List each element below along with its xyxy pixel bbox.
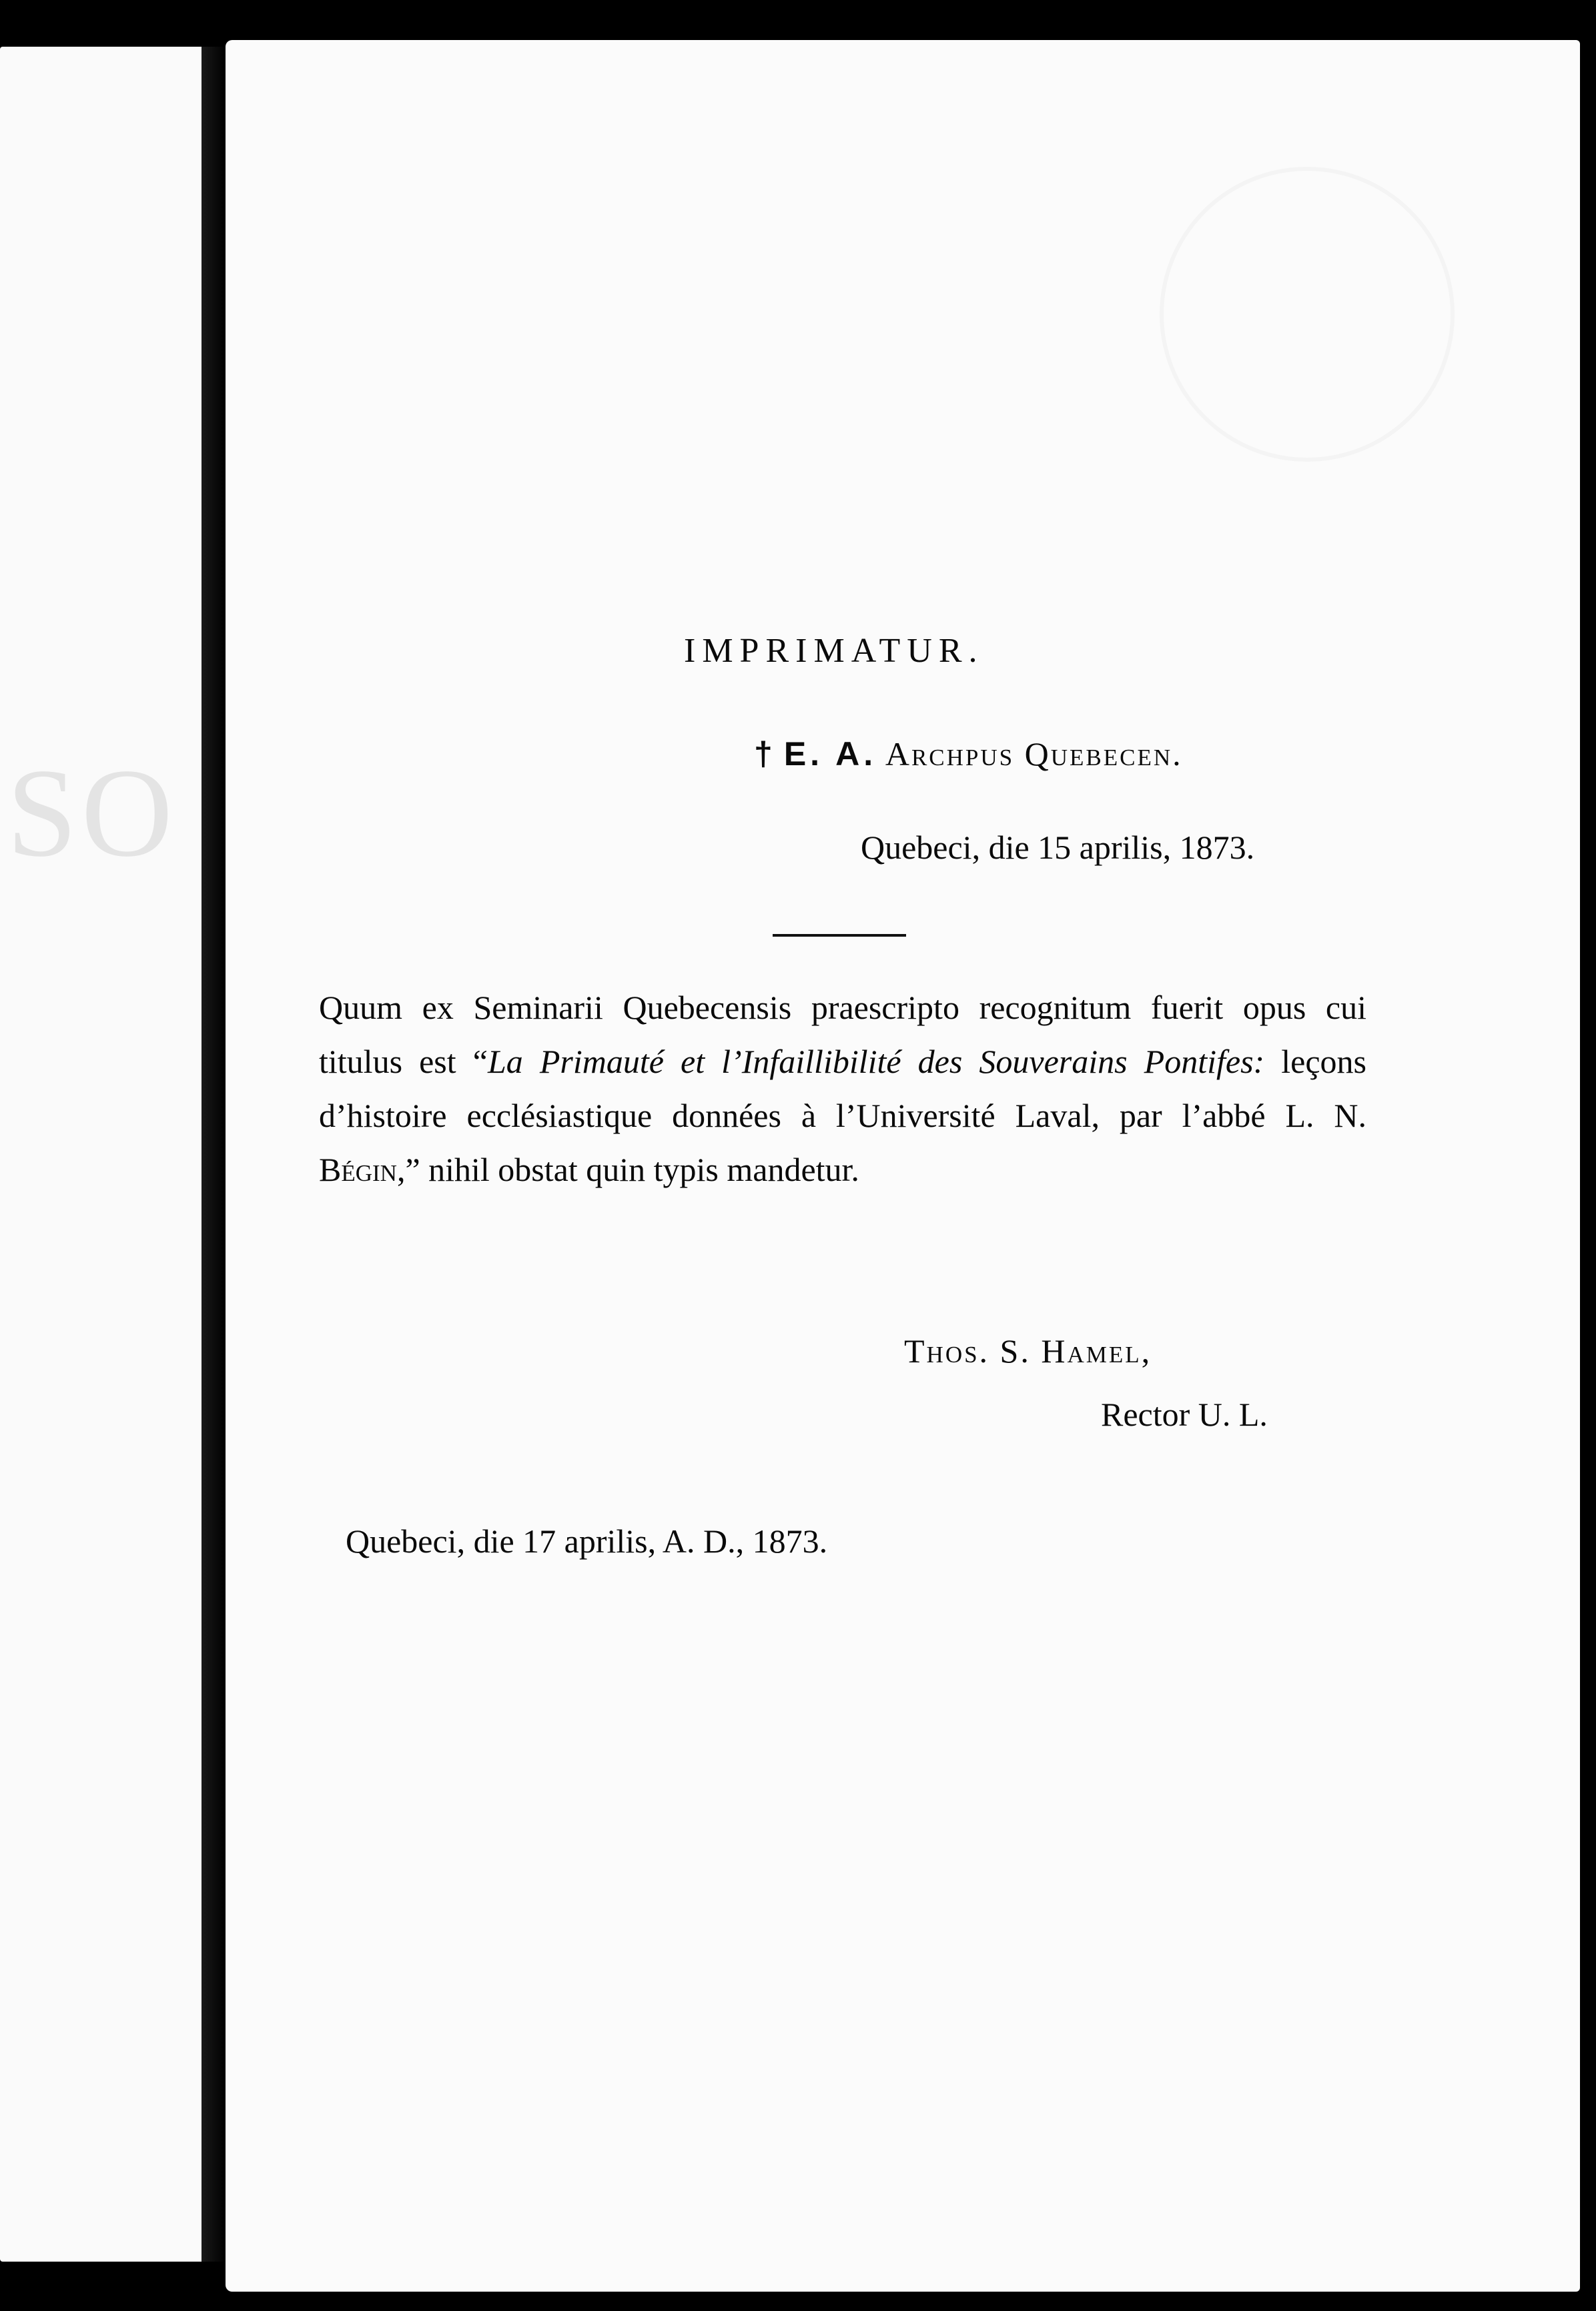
author-name: Bégin	[319, 1151, 397, 1188]
left-page-edge	[0, 47, 202, 2262]
final-date: Quebeci, die 17 aprilis, A. D., 1873.	[346, 1522, 828, 1560]
book-spine-shadow	[202, 47, 226, 2262]
rector-title: Rector U. L.	[1101, 1396, 1268, 1433]
signature-initials: E. A.	[783, 735, 877, 773]
faded-library-stamp	[1160, 167, 1455, 462]
section-divider	[773, 934, 906, 937]
page-heading: IMPRIMATUR.	[684, 632, 984, 670]
archbishop-signature	[754, 737, 1183, 771]
bleed-through-text: SO	[7, 743, 177, 883]
rector-name: Thos. S. Hamel,	[904, 1332, 1152, 1370]
imprimatur-date: Quebeci, die 15 aprilis, 1873.	[861, 829, 1255, 866]
paragraph-middle: leçons d’histoire ecclésiastique données à l’Université Laval, par l’abbé L. N.	[319, 1043, 1367, 1134]
signature-title: Archpus Quebecen.	[885, 735, 1183, 773]
paragraph-lead: Quum ex Seminarii Quebecensis praescripto recognitum fuerit opus cui titulus est “	[319, 989, 1366, 1080]
book-title: La Primauté et l’Infaillibilité des Souverains Pontifes:	[487, 1043, 1265, 1080]
cross-symbol: †	[754, 735, 775, 773]
nihil-obstat-paragraph	[319, 981, 1366, 1197]
paragraph-tail: ,” nihil obstat quin typis mandetur.	[396, 1151, 859, 1188]
